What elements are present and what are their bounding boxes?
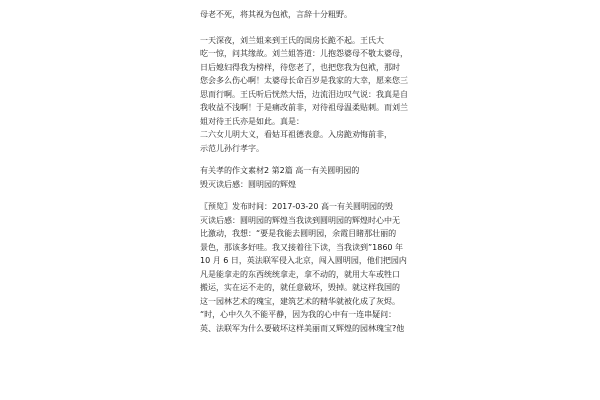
text-line: 景色，那该多好哇。我又接着往下读，当我读到”1860 年 xyxy=(200,242,404,252)
text-line: 搬运，实在运不走的，就任意破坏，毁掉。就这样我国的 xyxy=(200,283,400,292)
heading-line: 毁灭读后感：圆明园的辉煌 xyxy=(200,179,296,189)
paragraph-4 xyxy=(200,200,405,335)
paragraph-3 xyxy=(200,128,405,155)
text-line: 比激动，我想：“要是我能去圆明园，余霞目睹那壮丽的 xyxy=(200,229,397,238)
text-line: 吃一惊，问其缘故。刘兰姐答道：儿抱怨婆母不敬太婆母， xyxy=(200,49,408,58)
text-line: 您会多么伤心啊！太婆母长命百岁是我家的大幸，愿来您三 xyxy=(200,76,408,85)
text-line: 〖预览〗发布时间：2017-03-20 高一有关圆明园的毁 xyxy=(200,202,394,211)
text-column xyxy=(200,8,408,335)
text-line: 二六女儿明大义，看姑耳祖德表意。入房跪劝悔前非， xyxy=(200,130,392,139)
section-heading xyxy=(200,164,405,191)
paragraph-1 xyxy=(200,8,405,22)
text-line: 我收益不浅啊！于是痛改前非，对待祖母温柔贴刺。而刘兰 xyxy=(200,103,408,112)
text-line: “时，心中久久不能平静，因为我的心中有一连串疑问： xyxy=(200,310,397,319)
text-line: 灭读后感：圆明园的辉煌当我读到圆明园的辉煌时心中无 xyxy=(200,215,400,225)
text-line: 母老不死，将其视为包袱，言辞十分粗野。 xyxy=(200,10,352,19)
text-line: 日后媳妇得我为榜样，待您老了，也把您我为包袱，那时 xyxy=(200,62,400,72)
text-line: 一天深夜，刘兰姐来到王氏的闺房长跪不起。王氏大 xyxy=(200,35,384,45)
text-line: 思而行啊。王氏听后恍然大悟，边流泪边叹气说：我真是自 xyxy=(200,89,408,99)
text-line: 英、法联军为什么要破坏这样美丽而又辉煌的园林瑰宝?他 xyxy=(200,323,405,333)
text-line: 姐对待王氏亦是如此。真是： xyxy=(200,116,304,126)
text-line: 凡是能拿走的东西统统拿走，拿不动的，就用大车或牲口 xyxy=(200,269,400,279)
heading-line: 有关孝的作文素材2 第2篇 高一有关圆明园的 xyxy=(200,166,360,175)
text-line: 这一园林艺术的瑰宝，建筑艺术的精华就被化成了灰烬。 xyxy=(200,296,400,306)
paragraph-2 xyxy=(200,34,408,129)
text-line: 10 月 6 日，英法联军侵入北京，闯入圆明园，他们把园内 xyxy=(200,256,407,265)
text-line: 示范儿孙行孝字。 xyxy=(200,143,264,153)
